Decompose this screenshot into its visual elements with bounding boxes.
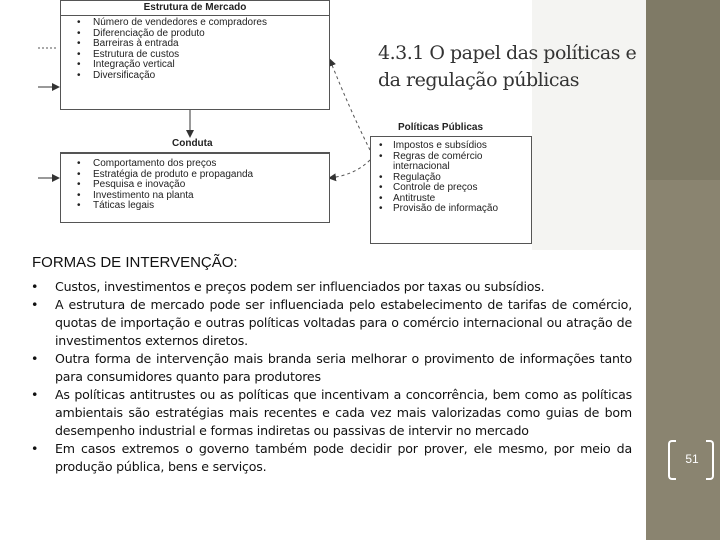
conduta-item: • Estratégia de produto e propaganda bbox=[93, 170, 329, 181]
politicas-item: • Provisão de informação bbox=[393, 204, 531, 215]
intervention-list bbox=[30, 278, 632, 476]
conduta-item: • Pesquisa e inovação bbox=[93, 180, 329, 191]
estrutura-item: • Diferenciação de produto bbox=[93, 29, 329, 40]
market-structure-diagram bbox=[0, 0, 560, 250]
list-item: • A estrutura de mercado pode ser influenciada pelo estabelecimento de tarifas de comércio, quotas de importação e outras políticas voltadas para o comércio internacional ou atração de investimentos externos diretos. bbox=[30, 296, 632, 350]
list-item: • Em casos extremos o governo também pode decidir por prover, ele mesmo, por meio da produção pública, bens e serviços. bbox=[30, 440, 632, 476]
conduta-item: • Investimento na planta bbox=[93, 191, 329, 202]
page-number: 51 bbox=[685, 452, 699, 466]
politicas-item: • Regulação bbox=[393, 173, 531, 184]
slide-title: 4.3.1 O papel das políticas e da regulação públicas bbox=[378, 42, 637, 91]
politicas-box bbox=[370, 136, 532, 244]
politicas-item: • Controle de preços bbox=[393, 183, 531, 194]
conduta-item: • Táticas legais bbox=[93, 201, 329, 212]
conduta-box bbox=[60, 152, 330, 223]
estrutura-item: • Barreiras à entrada bbox=[93, 39, 329, 50]
conduta-item: • Comportamento dos preços bbox=[93, 159, 329, 170]
list-item: • As políticas antitrustes ou as políticas que incentivam a concorrência, bem como as políticas ambientais são estratégias mais recentes e cada vez mais valorizadas como guias de bom desempenho industrial e formas indiretas ou passivas de intervir no mercado bbox=[30, 386, 632, 440]
sidebar-band bbox=[646, 0, 720, 180]
arrow-politicas-to-estrutura bbox=[330, 60, 370, 150]
politicas-title: Políticas Públicas bbox=[398, 122, 484, 133]
conduta-title: Conduta bbox=[172, 138, 213, 149]
politicas-item: • Impostos e subsídios bbox=[393, 141, 531, 152]
estrutura-title: Estrutura de Mercado bbox=[61, 1, 329, 16]
estrutura-item: • Diversificação bbox=[93, 71, 329, 82]
estrutura-item: • Estrutura de custos bbox=[93, 50, 329, 61]
politicas-item: • Antitruste bbox=[393, 194, 531, 205]
estrutura-box bbox=[60, 0, 330, 110]
estrutura-item: • Integração vertical bbox=[93, 60, 329, 71]
arrow-politicas-to-conduta bbox=[330, 160, 370, 178]
list-item: • Custos, investimentos e preços podem ser influenciados por taxas ou subsídios. bbox=[30, 278, 632, 296]
politicas-item: • Regras de comércio internacional bbox=[393, 152, 531, 173]
section-heading: FORMAS DE INTERVENÇÃO: bbox=[32, 254, 238, 271]
estrutura-item: • Número de vendedores e compradores bbox=[93, 18, 329, 29]
list-item: • Outra forma de intervenção mais branda seria melhorar o provimento de informações tanto para consumidores quanto para produtores bbox=[30, 350, 632, 386]
